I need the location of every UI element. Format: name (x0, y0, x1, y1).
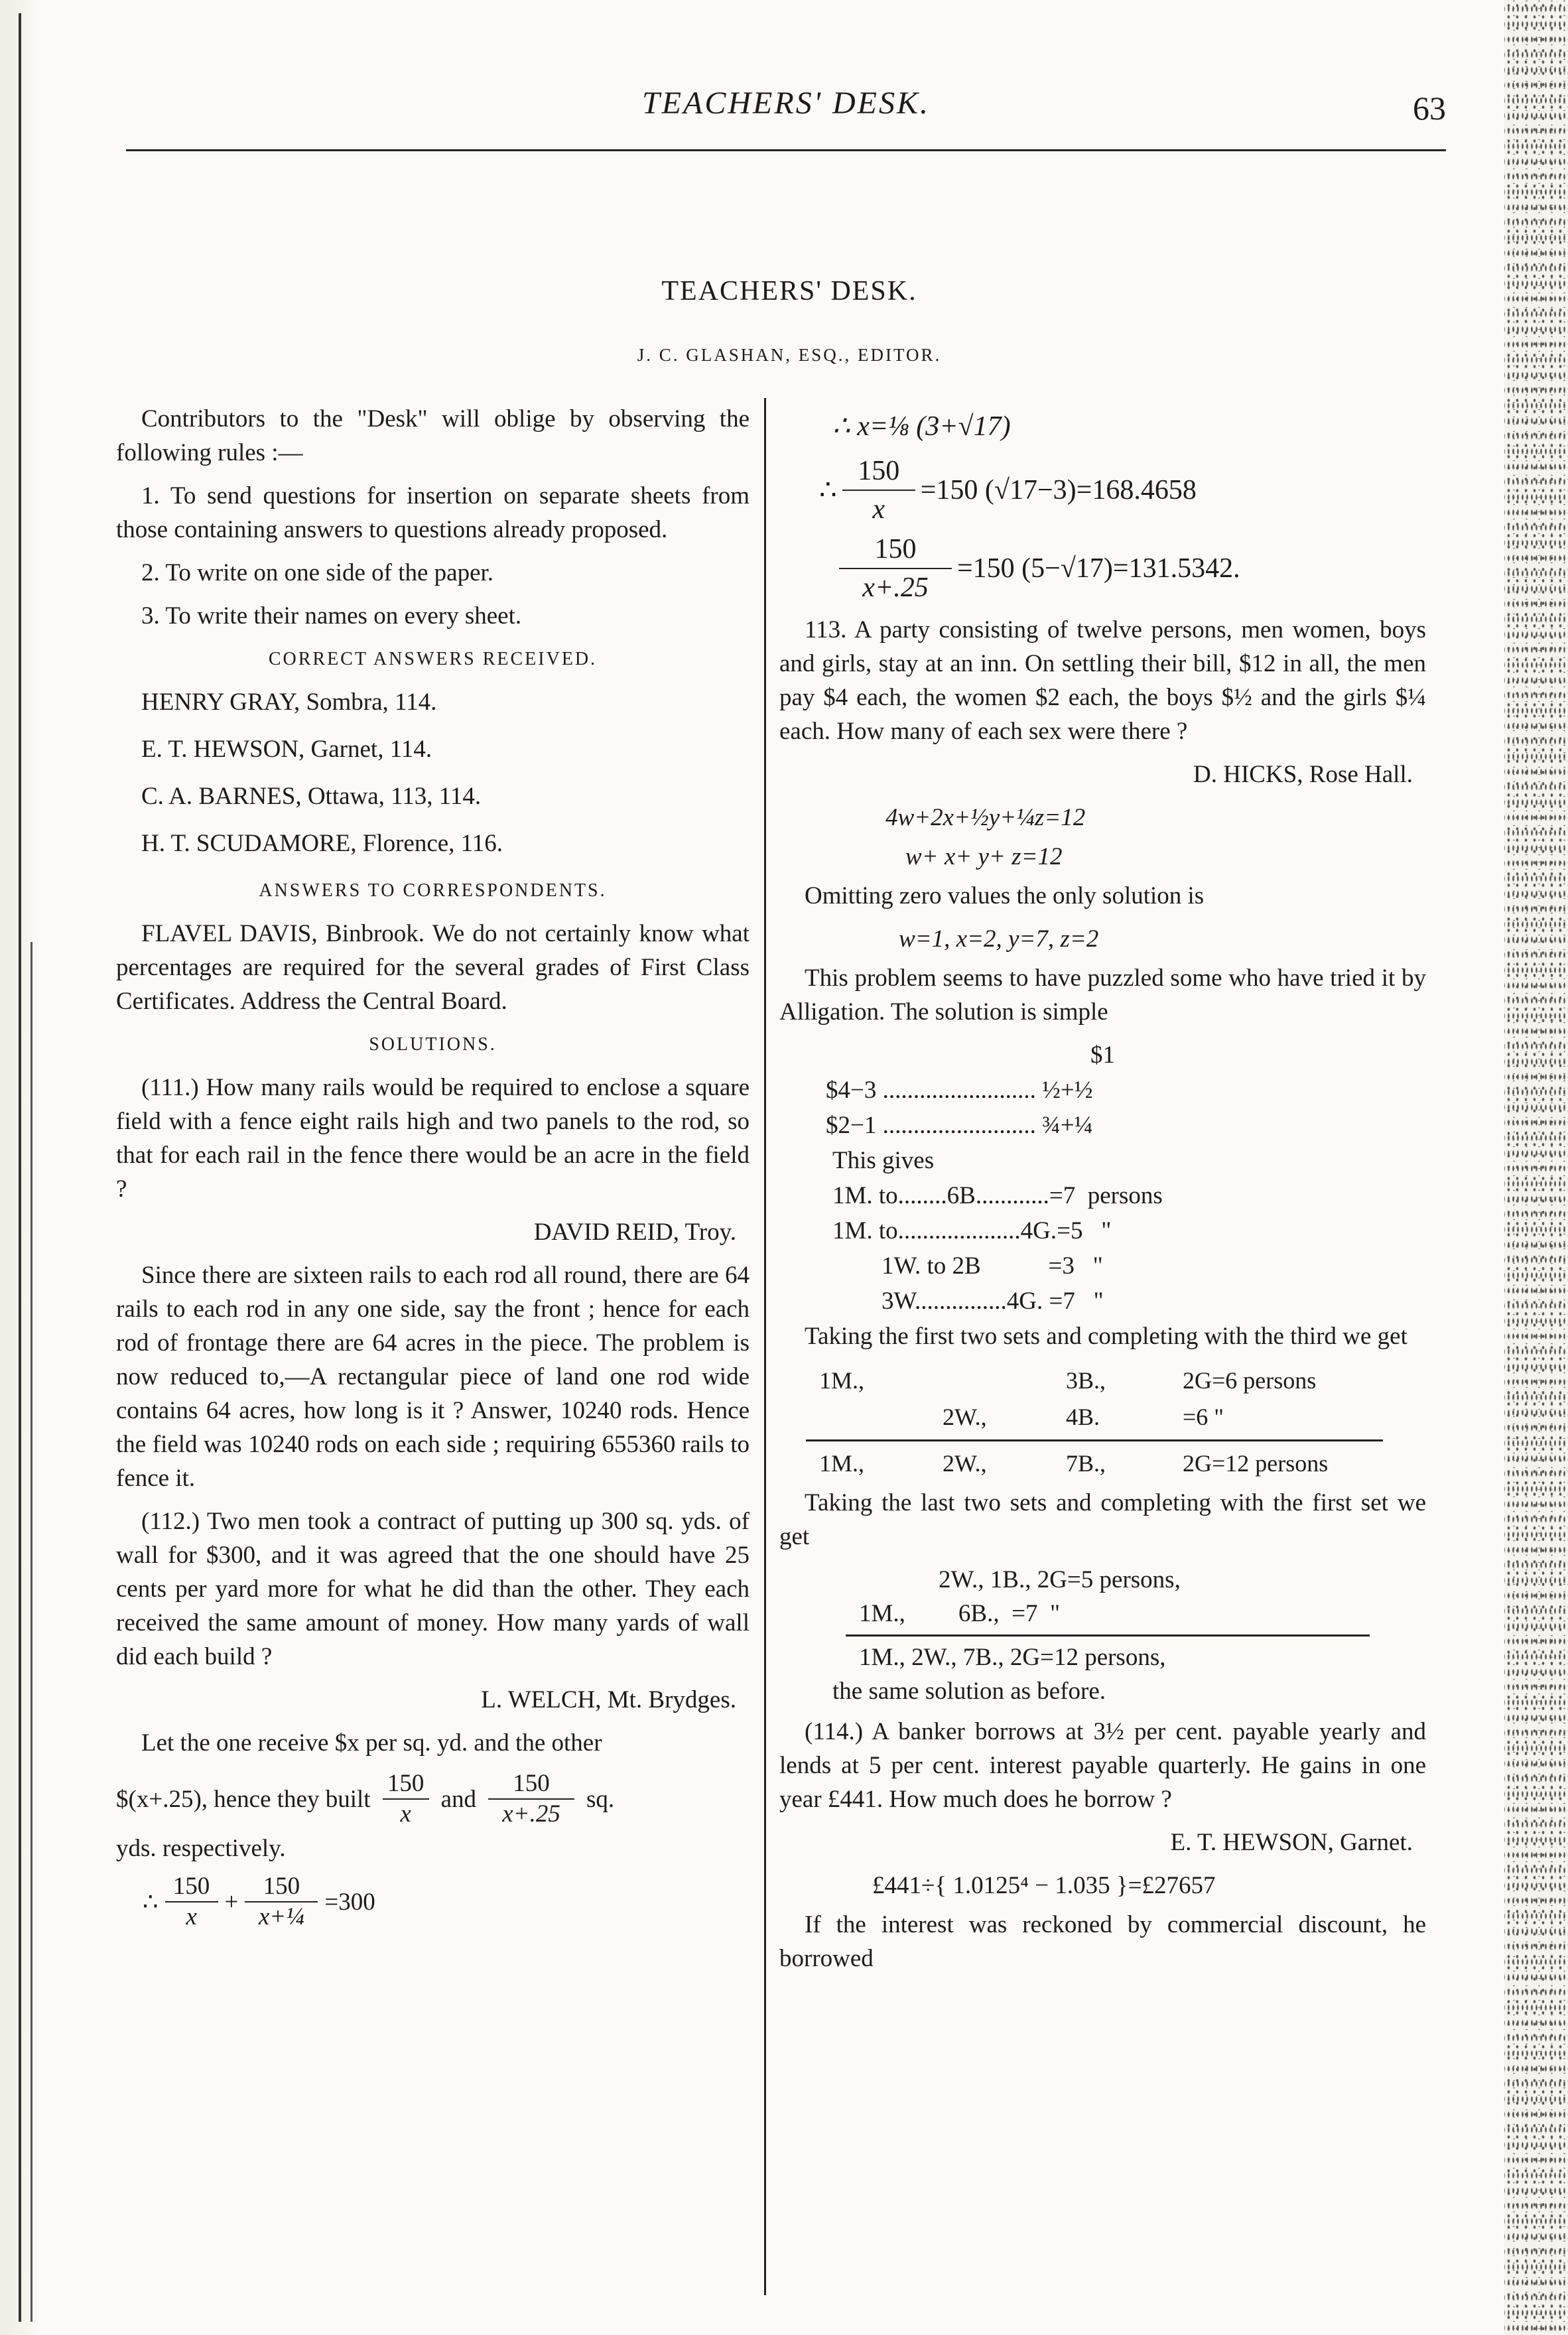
table-row (779, 1399, 1426, 1435)
completion-row: 2W., 1B., 2G=5 persons, (939, 1566, 1181, 1593)
alligation-row: $2−1 ......................... ¾+¼ (826, 1112, 1093, 1139)
table-cell: 7B., (1066, 1450, 1106, 1477)
same-solution: the same solution as before. (832, 1678, 1106, 1705)
table-cell: =6 " (1183, 1404, 1224, 1430)
numerator: 150 (513, 1770, 550, 1797)
equation-150-over-x-plus (839, 531, 1426, 606)
fraction (842, 452, 915, 528)
table-cell: 6B., =7 " (958, 1600, 1061, 1627)
unit-sq: sq. (586, 1785, 615, 1813)
correct-answer-entry: C. A. BARNES, Ottawa, 113, 114. (141, 783, 482, 810)
answer-paragraph: FLAVEL DAVIS, Binbrook. We do not certainly know what percentages are required for the several grades of First Class Certificates. Address the Central Board. (116, 920, 750, 1015)
question-114-signature: E. T. HEWSON, Garnet. (1170, 1829, 1413, 1856)
table-cell: 2W., (943, 1404, 987, 1430)
answer-111: Since there are sixteen rails to each rod all round, there are 64 rails to each rod in any one side, say the front ; hence for each rod of frontage there are 64 acres in the piece. The problem is now reduced to,—A rectangular piece of land one rod wide contains 64 acres, how long is it ? Answer, 10240 rods. Hence the field was 10240 rods on each side ; requiring 655360 rails to fence it. (116, 1262, 750, 1492)
answer-112-fraction-line (116, 1769, 750, 1829)
equation-114: £441÷{ 1.0125⁴ − 1.035 }=£27657 (872, 1872, 1216, 1899)
editor-line: J. C. GLASHAN, ESQ., EDITOR. (637, 345, 942, 365)
table-cell (779, 1399, 937, 1435)
equation-113-b: w+ x+ y+ z=12 (905, 843, 1063, 870)
page-number: 63 (1413, 90, 1446, 127)
question-114: (114.) A banker borrows at 3½ per cent. payable yearly and lends at 5 per cent. interest payable quarterly. He gains in one year £441. How much does he borrow ? (779, 1718, 1426, 1813)
rule-item: 1. To send questions for insertion on separate sheets from those containing answers to questions already proposed. (116, 482, 750, 543)
table-cell: 3B., (1066, 1367, 1106, 1394)
gives-row: 1M. to....................4G.=5 " (832, 1217, 1112, 1244)
equation-150-over-x (819, 452, 1426, 528)
omitting-line: Omitting zero values the only solution is (805, 882, 1205, 909)
numerator: 150 (387, 1770, 425, 1797)
question-111-signature: DAVID REID, Troy. (533, 1219, 736, 1246)
equation-113-a: 4w+2x+½y+¼z=12 (885, 804, 1086, 831)
column-divider (764, 398, 766, 2295)
denominator: x+¼ (258, 1903, 304, 1930)
table-cell: 2G=6 persons (1183, 1367, 1317, 1394)
page-binding-edge (0, 0, 40, 2335)
equation-rhs: =150 (√17−3)=168.4658 (920, 474, 1197, 505)
table-cell: 1M., (819, 1367, 865, 1394)
solution-113: w=1, x=2, y=7, z=2 (899, 925, 1099, 953)
table-cell: 1M., (859, 1600, 905, 1627)
fraction (488, 1769, 574, 1829)
final-paragraph: If the interest was reckoned by commercial discount, he borrowed (779, 1911, 1426, 1972)
question-112: (112.) Two men took a contract of putting up 300 sq. yds. of wall for $300, and it was agreed that the one should have 25 cents per yard more for what he did than the other. They each received the same amount of money. How many yards of wall did each build ? (116, 1508, 750, 1670)
dollar-one: $1 (1090, 1041, 1115, 1069)
taking-first-paragraph: Taking the first two sets and completing with the third we get (805, 1323, 1407, 1350)
denominator: x+.25 (862, 572, 929, 603)
table-cell (937, 1363, 1061, 1399)
table-row (779, 1445, 1426, 1482)
fraction (839, 531, 952, 606)
question-113: 113. A party consisting of twelve persons, men women, boys and girls, stay at an inn. On settling their bill, $12 in all, the men pay $4 each, the women $2 each, the boys $½ and the girls $¼ each. How many of each sex were there ? (779, 616, 1426, 745)
completion-row (779, 1597, 1426, 1631)
completion-total-1 (779, 1445, 1426, 1482)
answers-heading: ANSWERS TO CORRESPONDENTS. (259, 880, 607, 901)
plus-symbol: + (224, 1888, 239, 1916)
connector-and: and (440, 1785, 477, 1813)
table-row (779, 1363, 1426, 1399)
section-title: TEACHERS' DESK. (661, 276, 917, 306)
denominator: x (186, 1903, 197, 1930)
page-edge-noise (1504, 0, 1568, 2335)
correct-answer-entry: HENRY GRAY, Sombra, 114. (141, 689, 437, 716)
taking-last-paragraph: Taking the last two sets and completing with the first set we get (779, 1489, 1426, 1550)
denominator: x (400, 1800, 411, 1828)
answer-112-line1: Let the one receive $x per sq. yd. and the other (141, 1729, 602, 1757)
answer-112-text: $(x+.25), hence they built (116, 1785, 371, 1813)
gives-row: 3W...............4G. =7 " (832, 1288, 1104, 1315)
binding-line (19, 13, 21, 2322)
this-gives: This gives (832, 1147, 935, 1174)
question-111: (111.) How many rails would be required to enclose a square field with a fence eight rails high and two panels to the rod, so that for each rail in the fence there would be an acre in the field ? (116, 1074, 750, 1203)
correct-answer-entry: H. T. SCUDAMORE, Florence, 116. (141, 830, 503, 857)
question-113-signature: D. HICKS, Rose Hall. (1193, 761, 1413, 788)
numerator: 150 (172, 1873, 210, 1900)
fraction (383, 1769, 429, 1829)
completion-table-1 (779, 1363, 1426, 1435)
completion-total-2: 1M., 2W., 7B., 2G=12 persons, (859, 1644, 1166, 1671)
running-header (126, 85, 1446, 138)
header-rule (126, 149, 1446, 151)
equation-rhs: =150 (5−√17)=131.5342. (957, 553, 1240, 584)
table-cell: 2W., (943, 1450, 987, 1477)
intro-paragraph: Contributors to the "Desk" will oblige by observing the following rules :— (116, 405, 750, 466)
denominator: x+.25 (502, 1800, 560, 1828)
table-rule (846, 1634, 1370, 1636)
correct-answer-entry: E. T. HEWSON, Garnet, 114. (141, 736, 432, 763)
table-cell: 4B. (1066, 1404, 1100, 1430)
table-cell: 2G=12 persons (1183, 1450, 1329, 1477)
numerator: 150 (874, 534, 917, 565)
right-column (779, 402, 1426, 1985)
therefore-symbol: ∴ (143, 1888, 159, 1916)
rule-item: 3. To write their names on every sheet. (141, 602, 522, 630)
numerator: 150 (858, 456, 900, 486)
numerator: 150 (263, 1873, 300, 1900)
question-112-signature: L. WELCH, Mt. Brydges. (481, 1686, 736, 1713)
answer-112-line3: yds. respectively. (116, 1835, 286, 1862)
left-column (116, 402, 750, 1932)
rule-item: 2. To write on one side of the paper. (141, 559, 494, 586)
denominator: x (872, 494, 885, 525)
binding-line (31, 942, 33, 2322)
solutions-heading: SOLUTIONS. (369, 1034, 497, 1055)
gives-row: 1W. to 2B =3 " (832, 1252, 1103, 1280)
equation-rhs: =300 (324, 1888, 375, 1916)
table-rule (806, 1439, 1383, 1441)
gives-row: 1M. to........6B............=7 persons (832, 1182, 1163, 1209)
alligation-paragraph: This problem seems to have puzzled some who have tried it by Alligation. The solution is simple (779, 965, 1426, 1026)
correct-answers-heading: CORRECT ANSWERS RECEIVED. (268, 649, 598, 669)
alligation-row: $4−3 ......................... ½+½ (826, 1077, 1093, 1104)
equation-x: ∴ x=⅛ (3+√17) (832, 411, 1011, 442)
running-title: TEACHERS' DESK. (642, 86, 930, 121)
table-cell: 1M., (819, 1450, 865, 1477)
equation-112 (143, 1872, 750, 1932)
fraction (165, 1872, 218, 1932)
therefore-symbol: ∴ (819, 474, 837, 505)
fraction (245, 1872, 318, 1932)
